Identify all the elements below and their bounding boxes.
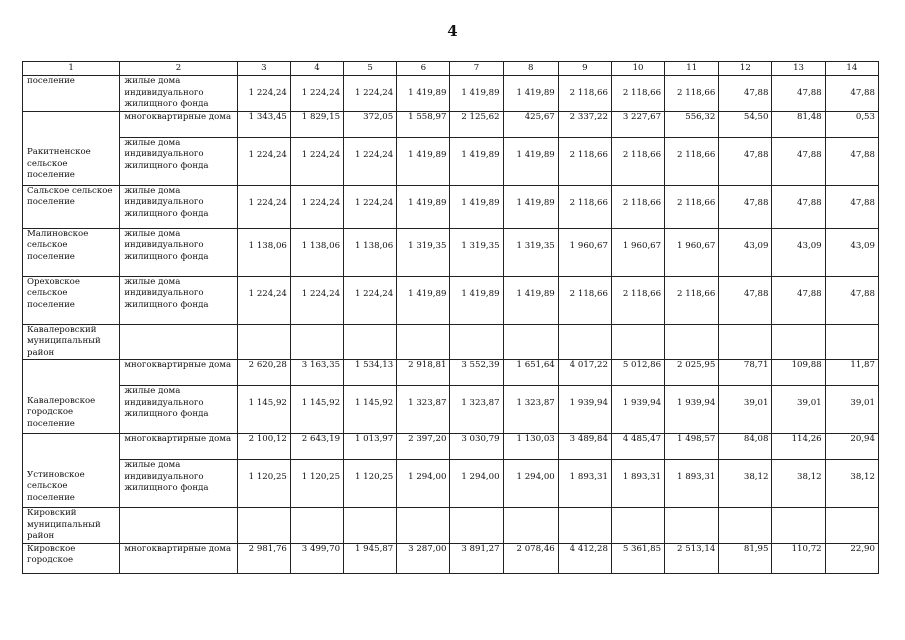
value-cell: 1 893,31 — [558, 460, 611, 508]
value-cell: 2 397,20 — [397, 434, 450, 460]
value-cell: 1 534,13 — [344, 360, 397, 386]
value-cell: 1 960,67 — [611, 228, 664, 276]
area-name-cell: Ореховское сельское поселение — [23, 276, 120, 324]
value-cell: 1 145,92 — [290, 386, 343, 434]
housing-type-cell: жилые дома индивидуального жилищного фонда — [120, 76, 237, 112]
value-cell: 1 294,00 — [450, 460, 503, 508]
value-cell: 1 419,89 — [450, 76, 503, 112]
area-name-cell: Кировский муниципальный район — [23, 508, 120, 544]
housing-type-cell: жилые дома индивидуального жилищного фонда — [120, 386, 237, 434]
value-cell: 2 118,66 — [665, 185, 719, 228]
area-name-cell: Малиновское сельское поселение — [23, 228, 120, 276]
housing-type-cell: многоквартирные дома — [120, 360, 237, 386]
value-cell — [611, 324, 664, 360]
value-cell: 5 361,85 — [611, 543, 664, 573]
table-row — [23, 111, 879, 137]
value-cell: 47,88 — [772, 76, 825, 112]
value-cell: 47,88 — [825, 137, 878, 185]
value-cell: 1 419,89 — [450, 185, 503, 228]
value-cell: 110,72 — [772, 543, 825, 573]
housing-type-cell: многоквартирные дома — [120, 543, 237, 573]
value-cell — [665, 324, 719, 360]
value-cell: 1 343,45 — [237, 111, 290, 137]
value-cell: 2 118,66 — [558, 185, 611, 228]
value-cell: 1 319,35 — [503, 228, 558, 276]
value-cell: 2 125,62 — [450, 111, 503, 137]
value-cell — [558, 324, 611, 360]
value-cell: 2 337,22 — [558, 111, 611, 137]
column-header: 11 — [665, 62, 719, 76]
value-cell — [719, 324, 772, 360]
value-cell: 47,88 — [825, 76, 878, 112]
table-row — [23, 360, 879, 386]
value-cell: 47,88 — [719, 137, 772, 185]
value-cell: 1 419,89 — [503, 276, 558, 324]
table-body — [23, 76, 879, 574]
value-cell — [825, 508, 878, 544]
value-cell — [397, 508, 450, 544]
value-cell: 3 891,27 — [450, 543, 503, 573]
value-cell — [290, 508, 343, 544]
housing-type-cell: жилые дома индивидуального жилищного фонда — [120, 185, 237, 228]
value-cell: 1 319,35 — [397, 228, 450, 276]
value-cell: 114,26 — [772, 434, 825, 460]
tariff-table — [22, 61, 879, 574]
value-cell: 2 118,66 — [611, 76, 664, 112]
value-cell: 3 552,39 — [450, 360, 503, 386]
value-cell: 39,01 — [825, 386, 878, 434]
value-cell: 1 120,25 — [290, 460, 343, 508]
value-cell: 1 130,03 — [503, 434, 558, 460]
housing-type-cell: жилые дома индивидуального жилищного фонда — [120, 228, 237, 276]
value-cell: 1 893,31 — [665, 460, 719, 508]
value-cell: 84,08 — [719, 434, 772, 460]
value-cell: 2 118,66 — [558, 276, 611, 324]
value-cell — [772, 508, 825, 544]
value-cell: 1 893,31 — [611, 460, 664, 508]
column-header: 6 — [397, 62, 450, 76]
table-row — [23, 324, 879, 360]
value-cell — [450, 508, 503, 544]
value-cell: 2 100,12 — [237, 434, 290, 460]
value-cell: 1 498,57 — [665, 434, 719, 460]
value-cell: 3 287,00 — [397, 543, 450, 573]
table-row — [23, 543, 879, 573]
value-cell: 0,53 — [825, 111, 878, 137]
value-cell: 1 224,24 — [344, 137, 397, 185]
value-cell: 1 960,67 — [558, 228, 611, 276]
value-cell: 47,88 — [772, 276, 825, 324]
value-cell: 2 513,14 — [665, 543, 719, 573]
value-cell: 1 224,24 — [237, 137, 290, 185]
column-header: 9 — [558, 62, 611, 76]
page-number: 4 — [447, 22, 458, 40]
value-cell — [665, 508, 719, 544]
area-name-cell: Устиновское сельское поселение — [23, 434, 120, 508]
value-cell: 1 651,64 — [503, 360, 558, 386]
value-cell: 54,50 — [719, 111, 772, 137]
value-cell: 3 489,84 — [558, 434, 611, 460]
value-cell: 1 939,94 — [558, 386, 611, 434]
value-cell: 1 294,00 — [503, 460, 558, 508]
value-cell: 1 145,92 — [237, 386, 290, 434]
value-cell: 1 939,94 — [611, 386, 664, 434]
table-row — [23, 276, 879, 324]
value-cell: 1 319,35 — [450, 228, 503, 276]
column-header: 8 — [503, 62, 558, 76]
value-cell: 1 224,24 — [290, 185, 343, 228]
column-header: 5 — [344, 62, 397, 76]
housing-type-cell: жилые дома индивидуального жилищного фонда — [120, 137, 237, 185]
value-cell: 81,48 — [772, 111, 825, 137]
value-cell: 3 163,35 — [290, 360, 343, 386]
value-cell: 2 118,66 — [665, 276, 719, 324]
value-cell: 39,01 — [772, 386, 825, 434]
value-cell: 1 138,06 — [237, 228, 290, 276]
value-cell: 1 419,89 — [503, 76, 558, 112]
value-cell: 47,88 — [772, 137, 825, 185]
value-cell: 1 939,94 — [665, 386, 719, 434]
value-cell: 1 224,24 — [344, 185, 397, 228]
value-cell: 1 224,24 — [237, 276, 290, 324]
value-cell: 1 419,89 — [503, 137, 558, 185]
table-row — [23, 137, 879, 185]
value-cell: 1 120,25 — [237, 460, 290, 508]
value-cell: 2 118,66 — [611, 137, 664, 185]
value-cell — [825, 324, 878, 360]
value-cell: 4 412,28 — [558, 543, 611, 573]
value-cell — [719, 508, 772, 544]
value-cell: 3 030,79 — [450, 434, 503, 460]
column-header: 7 — [450, 62, 503, 76]
table-row — [23, 76, 879, 112]
value-cell: 1 224,24 — [237, 185, 290, 228]
value-cell: 425,67 — [503, 111, 558, 137]
value-cell: 1 419,89 — [397, 76, 450, 112]
value-cell: 47,88 — [772, 185, 825, 228]
column-header: 10 — [611, 62, 664, 76]
value-cell: 3 499,70 — [290, 543, 343, 573]
value-cell: 43,09 — [772, 228, 825, 276]
area-name-cell: поселение — [23, 76, 120, 112]
value-cell: 11,87 — [825, 360, 878, 386]
table-row — [23, 185, 879, 228]
value-cell: 372,05 — [344, 111, 397, 137]
column-header: 2 — [120, 62, 237, 76]
value-cell: 3 227,67 — [611, 111, 664, 137]
area-name-cell: Кавалеровский муниципальный район — [23, 324, 120, 360]
value-cell: 1 145,92 — [344, 386, 397, 434]
value-cell: 2 118,66 — [665, 76, 719, 112]
table-row — [23, 434, 879, 460]
value-cell: 1 323,87 — [450, 386, 503, 434]
value-cell: 20,94 — [825, 434, 878, 460]
value-cell: 556,32 — [665, 111, 719, 137]
value-cell: 1 419,89 — [397, 276, 450, 324]
value-cell: 1 013,97 — [344, 434, 397, 460]
value-cell: 1 224,24 — [344, 76, 397, 112]
housing-type-cell: жилые дома индивидуального жилищного фонда — [120, 460, 237, 508]
value-cell: 1 558,97 — [397, 111, 450, 137]
housing-type-cell: жилые дома индивидуального жилищного фонда — [120, 276, 237, 324]
value-cell: 4 017,22 — [558, 360, 611, 386]
column-header: 12 — [719, 62, 772, 76]
value-cell — [558, 508, 611, 544]
value-cell — [237, 508, 290, 544]
housing-type-cell — [120, 508, 237, 544]
value-cell: 1 224,24 — [237, 76, 290, 112]
value-cell — [344, 508, 397, 544]
value-cell: 2 918,81 — [397, 360, 450, 386]
table-row — [23, 386, 879, 434]
value-cell: 78,71 — [719, 360, 772, 386]
column-header: 1 — [23, 62, 120, 76]
housing-type-cell — [120, 324, 237, 360]
value-cell: 81,95 — [719, 543, 772, 573]
value-cell: 2 981,76 — [237, 543, 290, 573]
area-name-cell: Кировское городское — [23, 543, 120, 573]
value-cell: 1 224,24 — [290, 137, 343, 185]
value-cell: 1 323,87 — [397, 386, 450, 434]
column-header: 14 — [825, 62, 878, 76]
area-name-cell: Кавалеровское городское поселение — [23, 360, 120, 434]
value-cell — [237, 324, 290, 360]
table-row — [23, 460, 879, 508]
column-header: 13 — [772, 62, 825, 76]
value-cell: 2 118,66 — [611, 276, 664, 324]
value-cell: 4 485,47 — [611, 434, 664, 460]
value-cell: 2 118,66 — [558, 137, 611, 185]
value-cell: 38,12 — [772, 460, 825, 508]
housing-type-cell: многоквартирные дома — [120, 111, 237, 137]
value-cell: 47,88 — [719, 276, 772, 324]
value-cell: 47,88 — [825, 185, 878, 228]
value-cell: 1 419,89 — [503, 185, 558, 228]
area-name-cell: Ракитненское сельское поселение — [23, 111, 120, 185]
value-cell: 1 829,15 — [290, 111, 343, 137]
value-cell: 43,09 — [719, 228, 772, 276]
value-cell: 1 419,89 — [397, 137, 450, 185]
column-header: 4 — [290, 62, 343, 76]
value-cell: 1 120,25 — [344, 460, 397, 508]
value-cell: 1 224,24 — [344, 276, 397, 324]
value-cell: 1 224,24 — [290, 276, 343, 324]
value-cell — [503, 508, 558, 544]
value-cell: 1 419,89 — [450, 276, 503, 324]
value-cell: 2 118,66 — [611, 185, 664, 228]
value-cell: 47,88 — [825, 276, 878, 324]
value-cell: 1 419,89 — [450, 137, 503, 185]
value-cell: 5 012,86 — [611, 360, 664, 386]
value-cell — [611, 508, 664, 544]
area-name-cell: Сальское сельское поселение — [23, 185, 120, 228]
value-cell: 22,90 — [825, 543, 878, 573]
value-cell — [772, 324, 825, 360]
value-cell: 1 138,06 — [344, 228, 397, 276]
value-cell — [397, 324, 450, 360]
value-cell: 47,88 — [719, 185, 772, 228]
value-cell — [503, 324, 558, 360]
value-cell — [290, 324, 343, 360]
value-cell: 38,12 — [719, 460, 772, 508]
value-cell — [450, 324, 503, 360]
table-row — [23, 228, 879, 276]
value-cell: 1 945,87 — [344, 543, 397, 573]
value-cell: 2 620,28 — [237, 360, 290, 386]
value-cell: 47,88 — [719, 76, 772, 112]
value-cell: 109,88 — [772, 360, 825, 386]
value-cell: 2 025,95 — [665, 360, 719, 386]
value-cell: 1 419,89 — [397, 185, 450, 228]
header-row — [23, 62, 879, 76]
value-cell: 1 323,87 — [503, 386, 558, 434]
value-cell: 2 643,19 — [290, 434, 343, 460]
value-cell: 2 078,46 — [503, 543, 558, 573]
housing-type-cell: многоквартирные дома — [120, 434, 237, 460]
value-cell — [344, 324, 397, 360]
value-cell: 1 294,00 — [397, 460, 450, 508]
value-cell: 1 960,67 — [665, 228, 719, 276]
column-header: 3 — [237, 62, 290, 76]
value-cell: 2 118,66 — [665, 137, 719, 185]
value-cell: 38,12 — [825, 460, 878, 508]
value-cell: 1 224,24 — [290, 76, 343, 112]
value-cell: 43,09 — [825, 228, 878, 276]
value-cell: 39,01 — [719, 386, 772, 434]
value-cell: 2 118,66 — [558, 76, 611, 112]
table-row — [23, 508, 879, 544]
value-cell: 1 138,06 — [290, 228, 343, 276]
